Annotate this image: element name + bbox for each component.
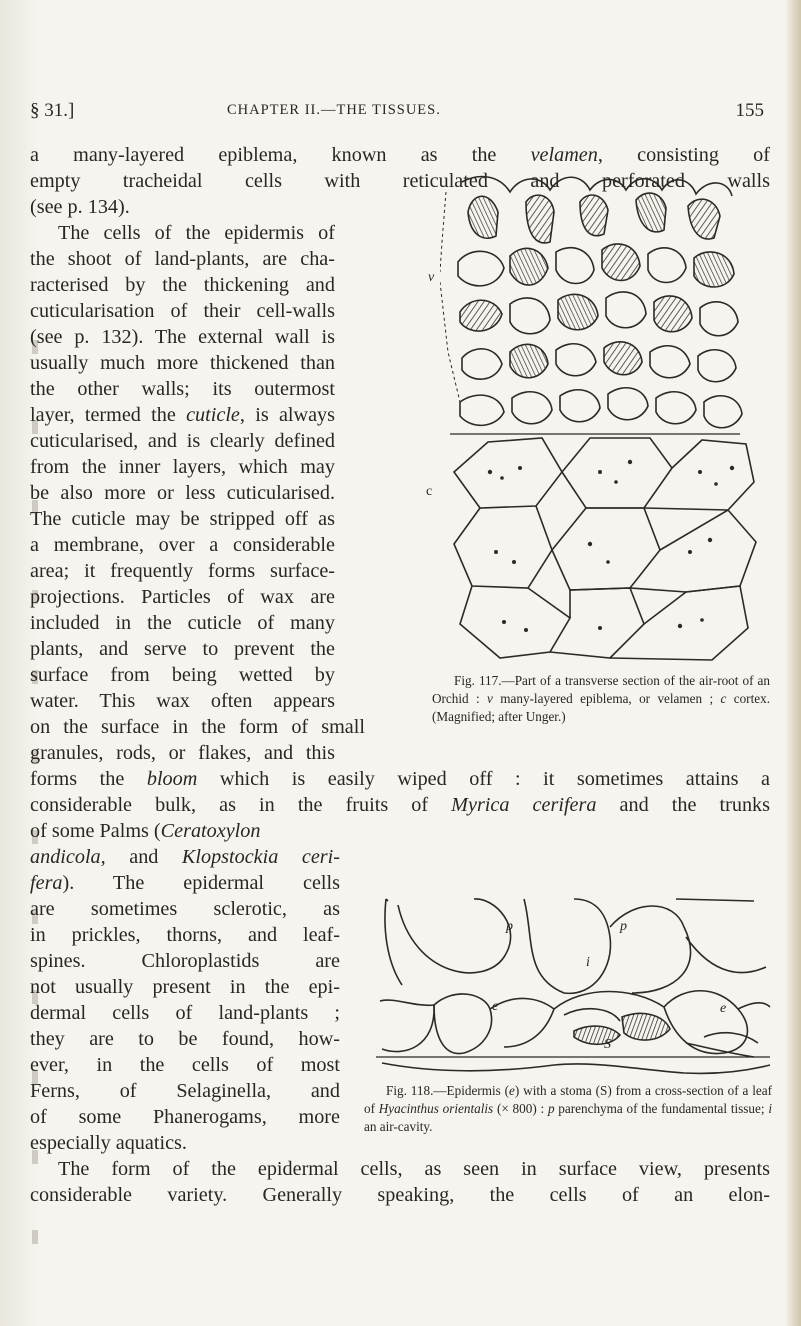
text-line: usually much more thickened than (30, 352, 335, 374)
text-line: they are to be found, how- (30, 1028, 340, 1050)
text-line: not usually present in the epi- (30, 976, 340, 998)
label-i: i (586, 955, 590, 970)
text-line: in prickles, thorns, and leaf- (30, 924, 340, 946)
text-line: of some Palms (Ceratoxylon (30, 820, 261, 842)
figure-117-orchid-air-root (426, 172, 768, 670)
chapter-title: CHAPTER II.—THE TISSUES. (227, 102, 441, 118)
text-line: considerable variety. Generally speaking, the cells of an elon- (30, 1184, 770, 1206)
text-line: area; it frequently forms surface- (30, 560, 335, 582)
text-line: a many-layered epiblema, known as the velamen, consisting of (30, 144, 770, 166)
text-line: projections. Particles of wax are (30, 586, 335, 608)
label-s: S (604, 1037, 611, 1052)
text-line: cuticularisation of their cell-walls (30, 300, 335, 322)
label-p-left: p (506, 919, 513, 934)
text-line: granules, rods, or flakes, and this (30, 742, 335, 764)
text-line: forms the bloom which is easily wiped off : it sometimes attains a (30, 768, 770, 790)
section-number: § 31.] (30, 100, 75, 121)
label-e-right: e (720, 1001, 727, 1016)
text-line: spines. Chloroplastids are (30, 950, 340, 972)
figure-118-epidermis-stoma (374, 897, 772, 1077)
text-line: a membrane, over a considerable (30, 534, 335, 556)
text-line: layer, termed the cuticle, is always (30, 404, 336, 426)
text-line: included in the cuticle of many (30, 612, 335, 634)
page-edge-shadow-right (785, 0, 801, 1326)
text-line: ever, in the cells of most (30, 1054, 340, 1076)
text-line: the other walls; its outermost (30, 378, 335, 400)
text-line: of some Phanerogams, more (30, 1106, 340, 1128)
figure-117-illustration (440, 172, 768, 670)
label-e-left: e (492, 999, 499, 1014)
text-line: (see p. 134). (30, 196, 130, 218)
page-number: 155 (735, 100, 764, 121)
label-v: v (428, 270, 435, 285)
running-head (30, 100, 770, 124)
label-p-right: p (620, 919, 627, 934)
figure-118-caption: Fig. 118.—Epidermis (e) with a stoma (S) from a cross-section of a leaf of Hyacinthus orientalis (× 800) : p parenchyma of the fundamental tissue; i an air-cavity. (364, 1083, 772, 1134)
text-line: The cuticle may be stripped off as (30, 508, 335, 530)
text-line: fera). The epidermal cells (30, 872, 340, 894)
text-line: are sometimes sclerotic, as (30, 898, 340, 920)
text-line: racterised by the thickening and (30, 274, 335, 296)
label-c: c (426, 484, 433, 499)
text-line: from the inner layers, which may (30, 456, 335, 478)
figure-117-caption: Fig. 117.—Part of a transverse section of the air-root of an Orchid : v many-layered epiblema, or velamen ; c cortex. (Magnified; after Unger.) (432, 673, 770, 724)
text-line: especially aquatics. (30, 1132, 187, 1154)
text-line: surface from being wetted by (30, 664, 335, 686)
text-line: andicola, and Klopstockia ceri- (30, 846, 340, 868)
text-line: cuticularised, and is clearly defined (30, 430, 335, 452)
text-line: empty tracheidal cells with reticulated and perforated walls (30, 170, 770, 192)
text-line: be also more or less cuticularised. (30, 482, 335, 504)
text-line: the shoot of land-plants, are cha- (30, 248, 335, 270)
text-line: on the surface in the form of small (30, 716, 365, 738)
paragraph-start-line: The form of the epidermal cells, as seen in surface view, presents (58, 1158, 770, 1180)
paragraph-start-line: The cells of the epidermis of (58, 222, 335, 244)
figure-118-illustration (374, 897, 772, 1077)
text-line: water. This wax often appears (30, 690, 335, 712)
text-line: (see p. 132). The external wall is (30, 326, 335, 348)
text-line: considerable bulk, as in the fruits of Myrica cerifera and the trunks (30, 794, 771, 816)
text-line: plants, and serve to prevent the (30, 638, 335, 660)
text-line: Ferns, of Selaginella, and (30, 1080, 340, 1102)
text-line: dermal cells of land-plants ; (30, 1002, 340, 1024)
